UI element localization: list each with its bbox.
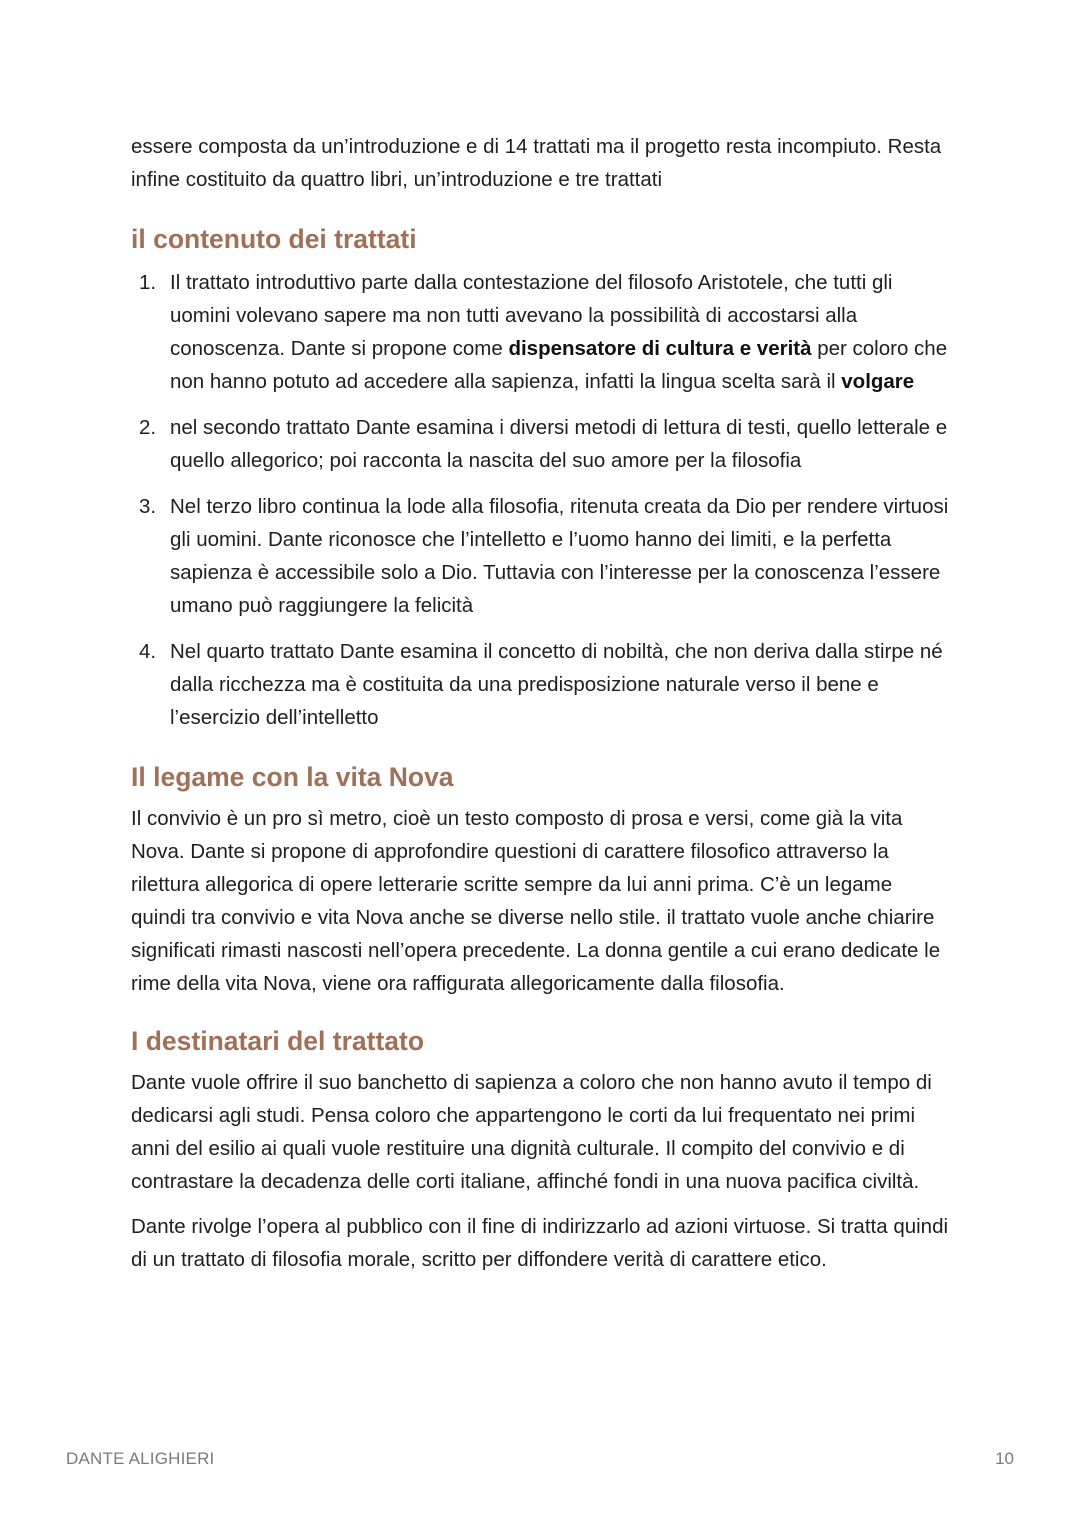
list-item-text: Il trattato introduttivo parte dalla contestazione del filosofo Aristotele, che tutti gli uomini volevano sapere ma non tutti avevano la possibilità di accostarsi alla conoscenza. Dante si propone come [170, 271, 893, 360]
list-item-number: 2. [139, 416, 157, 439]
section-heading-contenuto: il contenuto dei trattati [131, 224, 417, 254]
destinatari-paragraph-2: Dante rivolge l’opera al pubblico con il fine di indirizzarlo ad azioni virtuose. Si tratta quindi di un trattato di filosofia morale, scritto per diffondere verità di carattere etico. [131, 1215, 949, 1271]
bold-term: dispensatore di cultura e verità [508, 337, 812, 360]
list-item-number: 4. [139, 640, 157, 663]
list-item-text: Nel quarto trattato Dante esamina il concetto di nobiltà, che non deriva dalla stirpe né dalla ricchezza ma è costituita da una predisposizione naturale verso il bene e l’esercizio dell’intelletto [170, 640, 943, 729]
footer-title: DANTE ALIGHIERI [66, 1449, 215, 1468]
section-heading-destinatari: I destinatari del trattato [131, 1026, 425, 1056]
list-item-number: 3. [139, 495, 157, 518]
list-item-number: 1. [139, 271, 157, 294]
page-number: 10 [995, 1449, 1014, 1468]
destinatari-paragraph-1: Dante vuole offrire il suo banchetto di sapienza a coloro che non hanno avuto il tempo di dedicarsi agli studi. Pensa coloro che appartengono le corti da lui frequentato nei primi anni del esilio ai quali vuole restituire una dignità culturale. Il compito del convivio e di contrastare la decadenza delle corti italiane, affinché fondi in una nuova pacifica civiltà. [131, 1071, 932, 1193]
trattati-list [131, 266, 951, 734]
list-item-text: per coloro che non hanno potuto ad accedere alla sapienza, infatti la lingua scelta sarà il [170, 337, 948, 393]
bold-term: volgare [841, 370, 915, 393]
section-heading-legame: Il legame con la vita Nova [131, 762, 454, 792]
list-item [131, 266, 951, 398]
legame-paragraph: Il convivio è un pro sì metro, cioè un testo composto di prosa e versi, come già la vita Nova. Dante si propone di approfondire questioni di carattere filosofico attraverso la rilettura allegorica di opere letterarie scritte sempre da lui anni prima. C’è un legame quindi tra convivio e vita Nova anche se diverse nello stile. il trattato vuole anche chiarire significati rimasti nascosti nell’opera precedente. La donna gentile a cui erano dedicate le rime della vita Nova, viene ora raffigurata allegoricamente dalla filosofia. [131, 807, 941, 995]
list-item [131, 490, 951, 622]
page-content [131, 130, 951, 1276]
intro-paragraph: essere composta da un’introduzione e di 14 trattati ma il progetto resta incompiuto. Resta infine costituito da quattro libri, un’introduzione e tre trattati [131, 135, 942, 191]
list-item-text: Nel terzo libro continua la lode alla filosofia, ritenuta creata da Dio per rendere virtuosi gli uomini. Dante riconosce che l’intelletto e l’uomo hanno dei limiti, e la perfetta sapienza è accessibile solo a Dio. Tuttavia con l’interesse per la conoscenza l’essere umano può raggiungere la felicità [170, 495, 949, 617]
list-item [131, 635, 951, 734]
list-item-text: nel secondo trattato Dante esamina i diversi metodi di lettura di testi, quello letterale e quello allegorico; poi racconta la nascita del suo amore per la filosofia [170, 416, 948, 472]
list-item [131, 411, 951, 477]
